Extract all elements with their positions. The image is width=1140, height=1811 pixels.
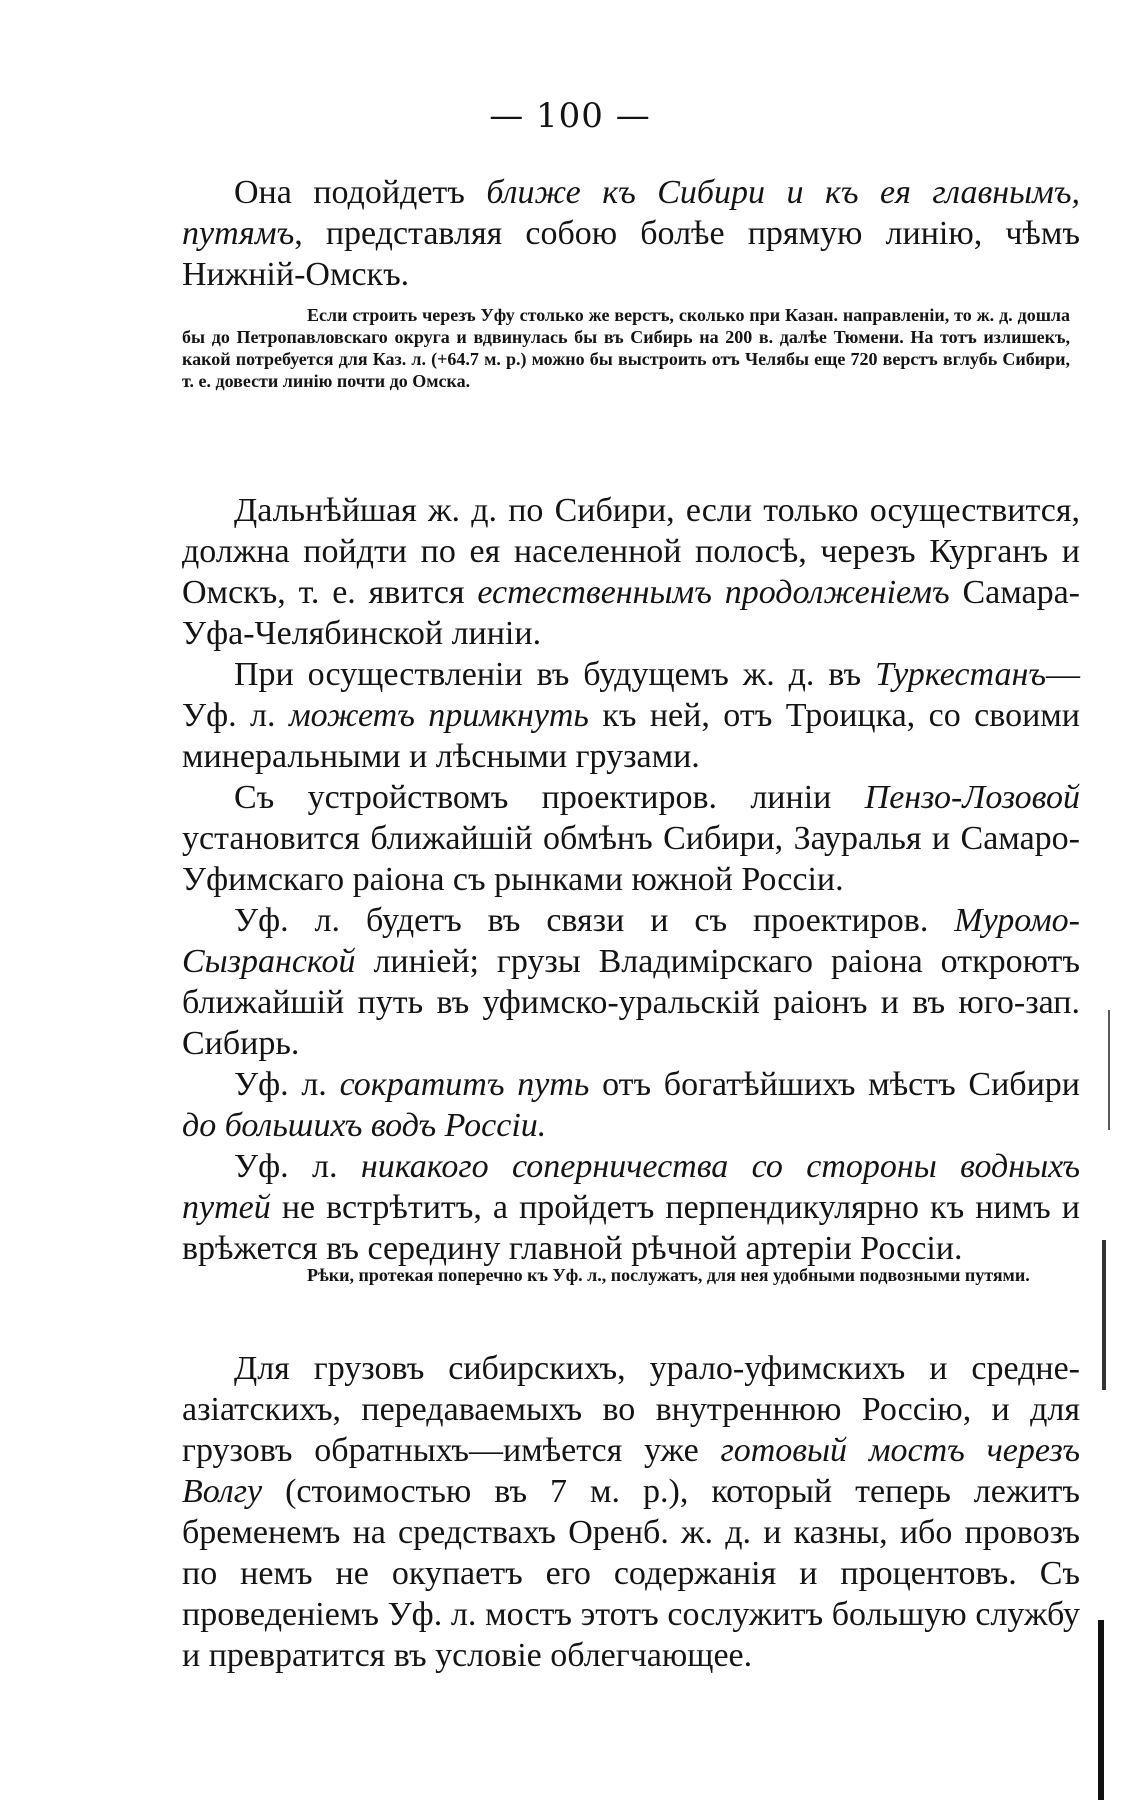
paragraph-7 [182,1146,1080,1269]
paragraph-3-text-c: къ ней, отъ Троицка, со своими минеральными и лѣсными грузами. [182,697,1080,775]
paragraph-6 [182,1064,1080,1146]
paragraph-2-text-a: Дальнѣйшая ж. д. по Сибири, если только осуществится, должна пойдти по ея населенной полосѣ, черезъ Курганъ и Омскъ, т. е. явится [182,492,1080,611]
footnote-1-block [182,304,1080,392]
paragraph-group-block [182,490,1080,1269]
paragraph-6-text-a: Уф. л. [234,1066,340,1103]
paragraph-2 [182,490,1080,654]
paragraph-2-italic-a: естественнымъ продолженіемъ [477,574,950,611]
footnote-1: Если строить черезъ Уфу столько же верстъ, сколько при Казан. направленіи, то ж. д. дошла бы до Петропавловскаго округа и вдвинулась бы въ Сибирь на 200 в. далѣе Тюмени. На тотъ излишекъ, какой потребуется для Каз. л. (+64.7 м. р.) можно бы выстроить отъ Челябы еще 720 верстъ вглубь Сибири, т. е. довести линію почти до Омска. [182,305,1070,391]
scan-mark-right-middle [1102,1240,1106,1390]
paragraph-8-text-a: Для грузовъ сибирскихъ, урало-уфимскихъ и средне-азіатскихъ, передаваемыхъ во внутреннюю Россію, и для грузовъ обратныхъ—имѣется уже [182,1350,1080,1469]
paragraph-8-block [182,1348,1080,1676]
paragraph-3-text-b: —Уф. л. [182,656,1080,734]
paragraph-3 [182,654,1080,777]
paragraph-6-italic-b: до большихъ водъ Россіи. [182,1107,547,1144]
paragraph-5-italic-a: Муромо-Сызранской [182,902,1080,980]
footnote-2: Рѣки, протекая поперечно къ Уф. л., послужатъ, для нея удобными подвозными путями. [307,1265,1030,1285]
paragraph-1-text-a: Она подойдетъ [234,174,487,211]
paragraph-3-italic-b: можетъ примкнуть [288,697,589,734]
scan-mark-right-lower [1098,1620,1104,1800]
footnote-2-block [182,1264,1080,1286]
paragraph-3-italic-a: Туркестанъ [874,656,1046,693]
page-number: — 100 — [489,96,651,136]
paragraph-6-italic-a: сократитъ путь [339,1066,590,1103]
paragraph-3-text-a: При осуществленіи въ будущемъ ж. д. въ [234,656,875,693]
paragraph-8-text-b: (стоимостью въ 7 м. р.), который теперь лежитъ бременемъ на средствахъ Оренб. ж. д. и казны, ибо провозъ по немъ не окупаетъ его содержанія и процентовъ. Съ проведеніемъ Уф. л. мостъ этотъ сослужитъ большую службу и превратится въ условіе облегчающее. [182,1473,1080,1674]
paragraph-5 [182,900,1080,1064]
paragraph-1-italic-a: ближе къ Сибири и къ ея главнымъ, путямъ [182,174,1080,252]
paragraph-7-italic-a: никакого соперничества со стороны водныхъ путей [182,1148,1080,1226]
paragraph-1-block [182,172,1080,295]
paragraph-5-text-a: Уф. л. будетъ въ связи и съ проектиров. [234,902,955,939]
paragraph-1-text-b: , представляя собою болѣе прямую линію, чѣмъ Нижній-Омскъ. [182,215,1080,293]
scan-mark-right-upper [1108,1010,1110,1130]
paragraph-8 [182,1348,1080,1676]
paragraph-4 [182,777,1080,900]
paragraph-1 [182,172,1080,295]
paragraph-4-text-b: установится ближайшій обмѣнъ Сибири, Зауралья и Самаро-Уфимскаго раіона съ рынками южной Россіи. [182,820,1080,898]
paragraph-4-italic-a: Пензо-Лозовой [864,779,1080,816]
paragraph-7-text-b: не встрѣтитъ, а пройдетъ перпендикулярно къ нимъ и врѣжется въ середину главной рѣчной артеріи Россіи. [182,1189,1080,1267]
paragraph-2-text-b: Самара-Уфа-Челябинской линіи. [182,574,1081,652]
paragraph-8-italic-a: готовый мостъ черезъ Волгу [182,1432,1080,1510]
paragraph-5-text-b: линіей; грузы Владимірскаго раіона откроютъ ближайшій путь въ уфимско-уральскій раіонъ и въ юго-зап. Сибирь. [182,943,1080,1062]
paragraph-4-text-a: Съ устройствомъ проектиров. линіи [234,779,865,816]
paragraph-7-text-a: Уф. л. [234,1148,361,1185]
paragraph-6-text-b: отъ богатѣйшихъ мѣстъ Сибири [589,1066,1080,1103]
